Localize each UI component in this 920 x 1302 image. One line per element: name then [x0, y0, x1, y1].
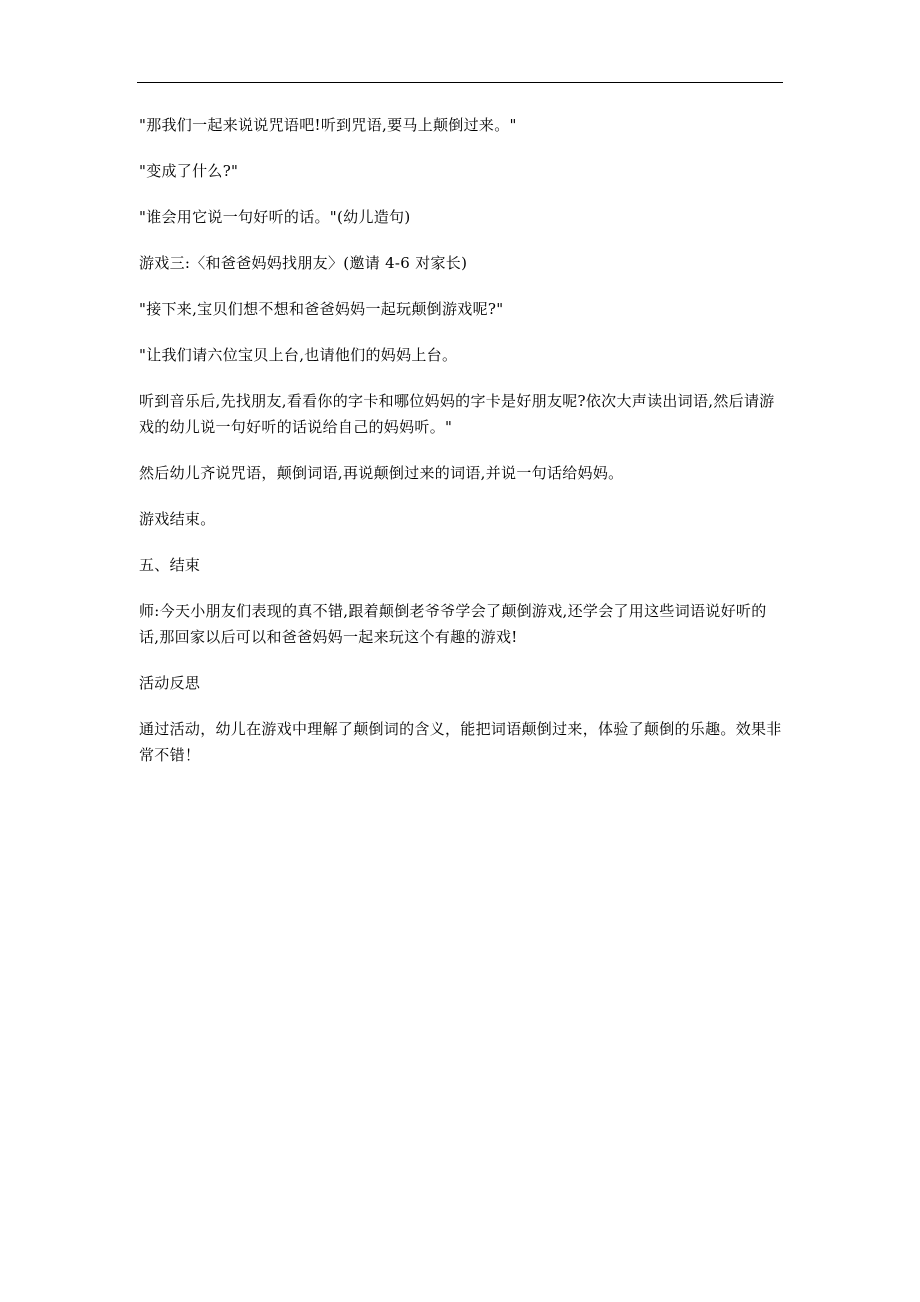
- document-body: [139, 112, 784, 768]
- paragraph-game-three-heading: 游戏三:〈和爸爸妈妈找朋友〉(邀请 4-6 对家长): [139, 254, 468, 272]
- paragraph-chant-together: 然后幼儿齐说咒语，颠倒词语,再说颠倒过来的词语,并说一句话给妈妈。: [139, 464, 624, 482]
- paragraph-teacher-summary: 师:今天小朋友们表现的真不错,跟着颠倒老爷爷学会了颠倒游戏,还学会了用这些词语说好听的话,那回家以后可以和爸爸妈妈一起来玩这个有趣的游戏!: [139, 602, 767, 646]
- paragraph-find-friends: 听到音乐后,先找朋友,看看你的字卡和哪位妈妈的字卡是好朋友呢?依次大声读出词语,然后请游戏的幼儿说一句好听的话说给自己的妈妈听。": [139, 392, 775, 436]
- paragraph-reflection: 通过活动，幼儿在游戏中理解了颠倒词的含义，能把词语颠倒过来，体验了颠倒的乐趣。效果非常不错！: [139, 720, 782, 764]
- paragraph-game-end: 游戏结束。: [139, 510, 216, 528]
- paragraph-chant: "那我们一起来说说咒语吧!听到咒语,要马上颠倒过来。": [139, 116, 517, 134]
- paragraph-what-changed: "变成了什么?": [139, 162, 239, 180]
- paragraph-invite-stage: "让我们请六位宝贝上台,也请他们的妈妈上台。: [139, 346, 458, 364]
- section-heading-ending: 五、结束: [139, 556, 201, 574]
- paragraph-invite-parents: "接下来,宝贝们想不想和爸爸妈妈一起玩颠倒游戏呢?": [139, 300, 504, 318]
- paragraph-sentence-making: "谁会用它说一句好听的话。"(幼儿造句): [139, 208, 411, 226]
- header-rule: [137, 82, 783, 83]
- section-heading-reflection: 活动反思: [139, 674, 201, 692]
